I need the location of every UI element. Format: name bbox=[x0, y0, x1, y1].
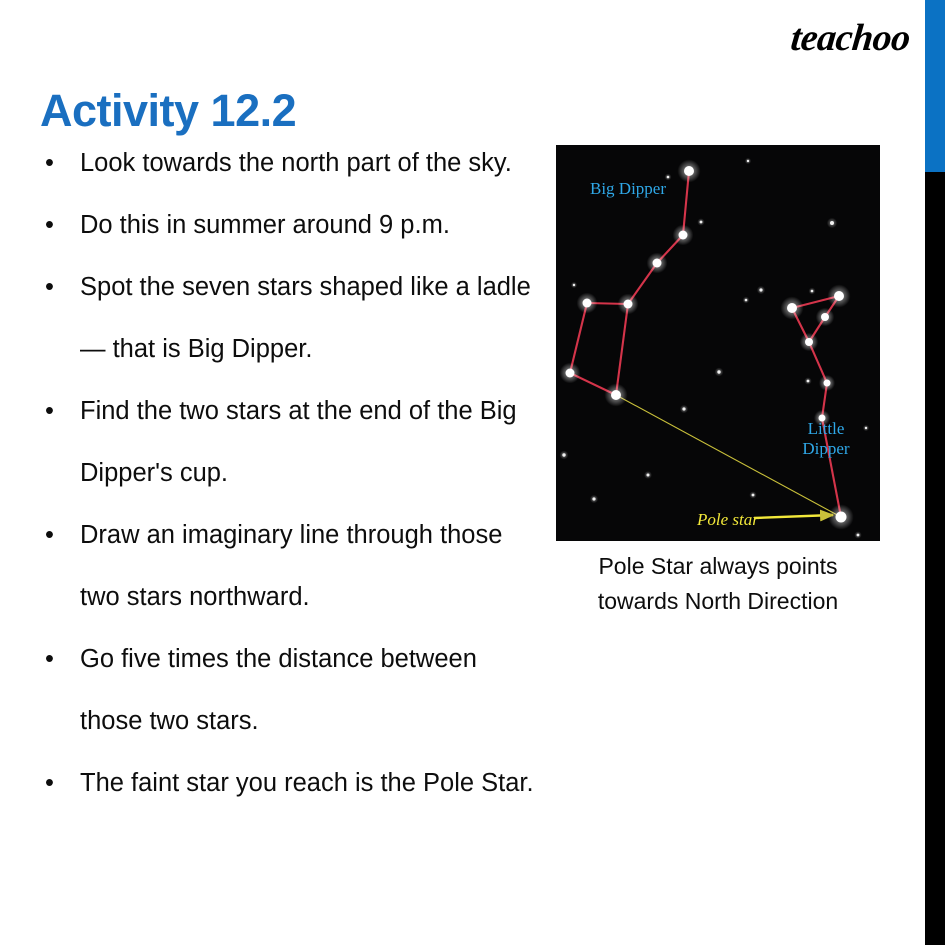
list-item-text: Draw an imaginary line through those two stars northward. bbox=[80, 521, 503, 611]
little-dipper-label-line2: Dipper bbox=[802, 439, 850, 458]
bullet-marker-icon: • bbox=[45, 521, 54, 549]
list-item-text: Do this in summer around 9 p.m. bbox=[80, 211, 450, 239]
star-chart-svg bbox=[556, 145, 880, 541]
little-dipper-label-line1: Little bbox=[807, 419, 845, 438]
list-item bbox=[38, 256, 538, 380]
big-dipper-label: Big Dipper bbox=[590, 179, 667, 198]
list-item bbox=[38, 132, 538, 194]
list-item bbox=[38, 194, 538, 256]
star-chart-image bbox=[556, 145, 880, 541]
right-edge-accent-bar-black bbox=[925, 172, 945, 945]
list-item-text: Spot the seven stars shaped like a ladle — that is Big Dipper. bbox=[80, 273, 531, 363]
right-edge-accent-bar-blue bbox=[925, 0, 945, 172]
bullet-marker-icon: • bbox=[45, 397, 54, 425]
list-item-text: The faint star you reach is the Pole Star. bbox=[80, 769, 534, 797]
bullet-marker-icon: • bbox=[45, 149, 54, 177]
list-item bbox=[38, 752, 538, 814]
bullet-marker-icon: • bbox=[45, 769, 54, 797]
activity-steps-list bbox=[38, 132, 538, 814]
star-chart-figure bbox=[556, 145, 880, 619]
bullet-marker-icon: • bbox=[45, 211, 54, 239]
page-title: Activity 12.2 bbox=[40, 85, 297, 137]
list-item-text: Go five times the distance between those two stars. bbox=[80, 645, 477, 735]
little-dipper-label bbox=[784, 419, 868, 459]
list-item bbox=[38, 380, 538, 504]
pole-star-label: Pole star bbox=[697, 510, 759, 529]
teachoo-logo: teachoo bbox=[788, 17, 913, 59]
list-item bbox=[38, 628, 538, 752]
list-item-text: Look towards the north part of the sky. bbox=[80, 149, 512, 177]
bullet-marker-icon: • bbox=[45, 645, 54, 673]
bullet-marker-icon: • bbox=[45, 273, 54, 301]
list-item bbox=[38, 504, 538, 628]
list-item-text: Find the two stars at the end of the Big Dipper's cup. bbox=[80, 397, 517, 487]
figure-caption: Pole Star always points towards North Direction bbox=[597, 553, 839, 614]
